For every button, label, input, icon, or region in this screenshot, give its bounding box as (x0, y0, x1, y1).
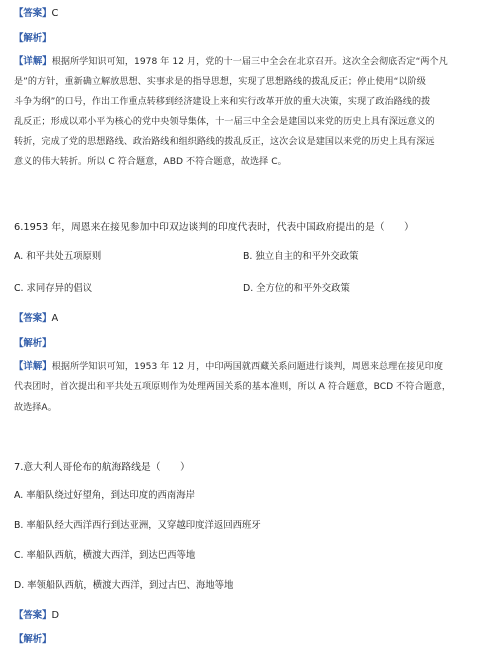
option-b: B. 率船队经大西洋西行到达亚洲，又穿越印度洋返回西班牙 (14, 520, 261, 531)
answer-line (14, 8, 58, 20)
analysis-heading (14, 338, 52, 350)
answer-value: D (51, 610, 60, 621)
detail-line: 乱反正；形成以邓小平为核心的党中央领导集体，十一届三中全会是建国以来党的历史上具有深远意义的 (14, 117, 435, 127)
question-6: 6.1953 年，周恩来在接见参加中印双边谈判的印度代表时，代表中国政府提出的是（ ） (14, 222, 414, 233)
answer-label: 【答案】 (14, 313, 52, 324)
answer-line (14, 610, 59, 622)
analysis-label: 【解析】 (14, 33, 52, 44)
detail-line: 【详解】根据所学知识可知，1978 年 12 月，党的十一届三中全会在北京召开。这次全会彻底否定“两个凡 (14, 56, 448, 67)
option-a: A. 和平共处五项原则 (14, 251, 102, 262)
question-7: 7.意大利人哥伦布的航海路线是（ ） (14, 462, 190, 473)
option-d: D. 率领船队西航，横渡大西洋，到过古巴、海地等地 (14, 580, 234, 591)
detail-label: 【详解】 (14, 56, 52, 67)
detail-line: 故选择A。 (14, 403, 57, 413)
detail-line: 转折，完成了党的思想路线、政治路线和组织路线的拨乱反正，这次会议是建国以来党的历史上具有深远 (14, 137, 435, 147)
option-d: D. 全方位的和平外交政策 (243, 283, 350, 294)
answer-label: 【答案】 (14, 8, 52, 19)
analysis-label: 【解析】 (14, 634, 52, 645)
analysis-heading (14, 634, 52, 646)
answer-value: C (51, 8, 59, 19)
detail-label: 【详解】 (14, 361, 52, 372)
detail-line: 意义的伟大转折。所以 C 符合题意，ABD 不符合题意，故选择 C。 (14, 157, 287, 167)
detail-line: 斗争为纲”的口号，作出工作重点转移到经济建设上来和实行改革开放的重大决策，实现了政治路线的拨 (14, 97, 431, 107)
detail-line: 代表团时，首次提出和平共处五项原则作为处理两国关系的基本准则，所以 A 符合题意，BCD 不符合题意， (14, 382, 451, 392)
option-a: A. 率船队绕过好望角，到达印度的西南海岸 (14, 490, 195, 501)
option-c: C. 求同存异的倡议 (14, 283, 93, 294)
detail-line: 【详解】根据所学知识可知，1953 年 12 月，中印两国就西藏关系问题进行谈判，周恩来总理在接见印度 (14, 361, 444, 372)
analysis-label: 【解析】 (14, 338, 52, 349)
option-c: C. 率船队西航，横渡大西洋，到达巴西等地 (14, 550, 196, 561)
answer-label: 【答案】 (14, 610, 52, 621)
detail-line: 是”的方针，重新确立解放思想、实事求是的指导思想，实现了思想路线的拨乱反正；停止使用“以阶级 (14, 77, 426, 87)
analysis-heading (14, 33, 52, 45)
answer-line (14, 313, 58, 325)
option-b: B. 独立自主的和平外交政策 (243, 251, 359, 262)
answer-value: A (51, 313, 59, 324)
